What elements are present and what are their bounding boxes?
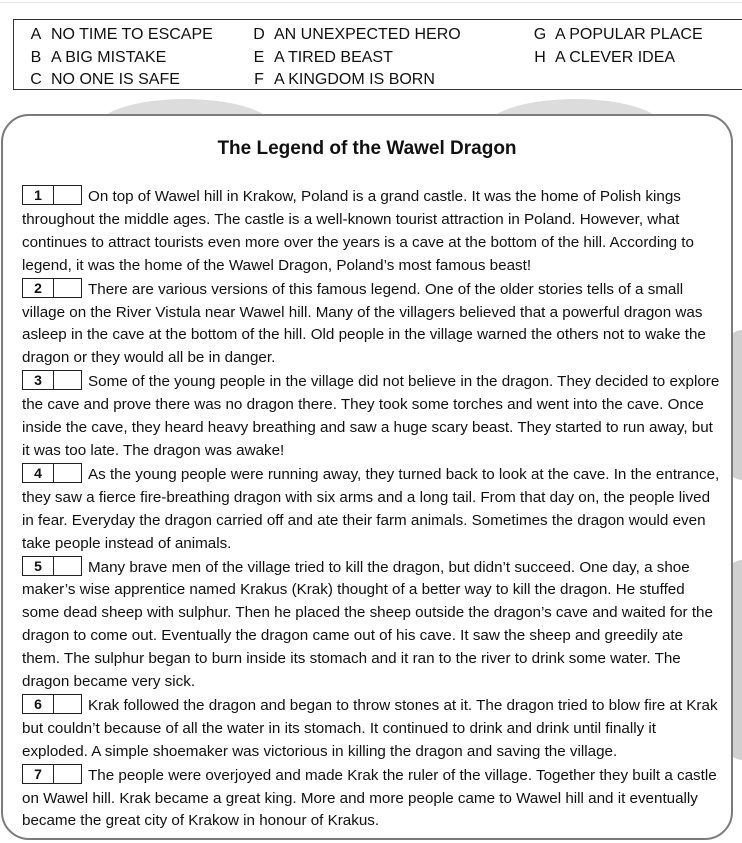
heading-option-a (21, 24, 213, 47)
answer-gap-7[interactable] (22, 764, 82, 784)
gap-number: 3 (23, 371, 54, 389)
answer-gap-4[interactable] (22, 463, 82, 483)
answer-gap-3[interactable] (22, 370, 82, 390)
paragraph-text: Many brave men of the village tried to kill the dragon, but didn’t succeed. One day, a shoe maker’s wise apprentice named Krakus (Krak) thought of a better way to kill the dragon. He stuffed some dead sheep with sulphur. Then he placed the sheep outside the dragon’s cave and waited for the dragon to come out. Eventually the dragon came out of his cave. It saw the sheep and greedily ate them. The sulphur began to burn inside its stomach and it ran to the river to drink some water. The dragon became very sick. (22, 558, 713, 691)
heading-letter: G (533, 26, 547, 43)
reading-panel (1, 114, 733, 840)
heading-text: NO TIME TO ESCAPE (51, 26, 213, 43)
heading-text: A POPULAR PLACE (555, 26, 703, 43)
gap-number: 7 (23, 765, 54, 783)
heading-option-h (525, 47, 703, 70)
gap-number: 6 (23, 695, 54, 713)
heading-option-b (21, 47, 213, 70)
paragraph-text: On top of Wawel hill in Krakow, Poland is a grand castle. It was the home of Polish kings throughout the middle ages. The castle is a well-known tourist attraction in Poland. However, what continues to attract tourists even more over the years is a cave at the bottom of the hill. According to legend, it was the home of the Wawel Dragon, Poland’s most famous beast! (22, 188, 694, 274)
paragraph-6 (22, 694, 722, 764)
paragraph-text: Krak followed the dragon and began to throw stones at it. The dragon tried to blow fire at Krak but couldn’t because of all the water in its stomach. It continued to drink and drink until finally it exploded. A simple shoemaker was victorious in killing the dragon and saving the village. (22, 696, 718, 760)
paragraph-4 (22, 463, 722, 556)
heading-option-d (244, 24, 461, 47)
heading-letter: B (30, 48, 42, 66)
answer-gap-2[interactable] (22, 278, 82, 298)
paragraph-text: There are various versions of this famous legend. One of the older stories tells of a small village on the River Vistula near Wawel hill. Many of the villagers believed that a powerful dragon was asleep in the cave at the bottom of the hill. Old people in the village warned the others not to wake the dragon or they would all be in danger. (22, 280, 706, 367)
heading-text: A TIRED BEAST (274, 48, 393, 66)
answer-gap-5[interactable] (22, 556, 82, 576)
heading-text: A KINGDOM IS BORN (274, 71, 435, 88)
headings-column-2 (244, 24, 461, 92)
reading-text (22, 185, 722, 833)
heading-option-f (244, 69, 461, 92)
paragraph-text: Some of the young people in the village did not believe in the dragon. They decided to explore the cave and prove there was no dragon there. They took some torches and went into the cave. Once inside the cave, they heard heavy breathing and saw a huge scary beast. They started to run away, but it was too late. The dragon was awake! (22, 373, 720, 459)
gap-number: 4 (23, 464, 54, 482)
gap-number: 2 (23, 279, 54, 297)
paragraph-2 (22, 278, 722, 371)
heading-letter: D (253, 26, 265, 43)
paragraph-text: The people were overjoyed and made Krak the ruler of the village. Together they built a castle on Wawel hill. Krak became a great king. More and more people came to Wawel hill and it eventually became the great city of Krakow in honour of Krakus. (22, 766, 717, 830)
heading-option-g (525, 24, 703, 47)
paragraph-7 (22, 764, 722, 834)
gap-number: 5 (23, 557, 54, 575)
heading-text: A BIG MISTAKE (51, 48, 167, 66)
heading-letter: E (253, 48, 265, 66)
headings-column-3 (525, 24, 703, 69)
page-title: The Legend of the Wawel Dragon (217, 138, 517, 159)
paragraph-text: As the young people were running away, they turned back to look at the cave. In the entrance, they saw a fierce fire-breathing dragon with six arms and a long tail. From that day on, the people lived in fear. Everyday the dragon carried off and ate their farm animals. Sometimes the dragon would even take people instead of animals. (22, 465, 720, 552)
heading-letter: A (30, 26, 42, 43)
heading-option-c (21, 69, 213, 92)
answer-gap-1[interactable] (22, 185, 82, 205)
heading-letter: F (254, 71, 264, 88)
heading-letter: H (534, 48, 546, 66)
heading-option-e (244, 47, 461, 70)
paragraph-3 (22, 370, 722, 463)
paragraph-1 (22, 185, 722, 278)
headings-box (13, 19, 742, 90)
heading-text: AN UNEXPECTED HERO (274, 26, 461, 43)
answer-gap-6[interactable] (22, 694, 82, 714)
heading-text: A CLEVER IDEA (555, 48, 676, 66)
top-divider (0, 2, 742, 3)
heading-text: NO ONE IS SAFE (51, 71, 180, 88)
paragraph-5 (22, 556, 722, 694)
headings-column-1 (21, 24, 213, 92)
heading-letter: C (30, 71, 42, 88)
gap-number: 1 (23, 186, 54, 204)
